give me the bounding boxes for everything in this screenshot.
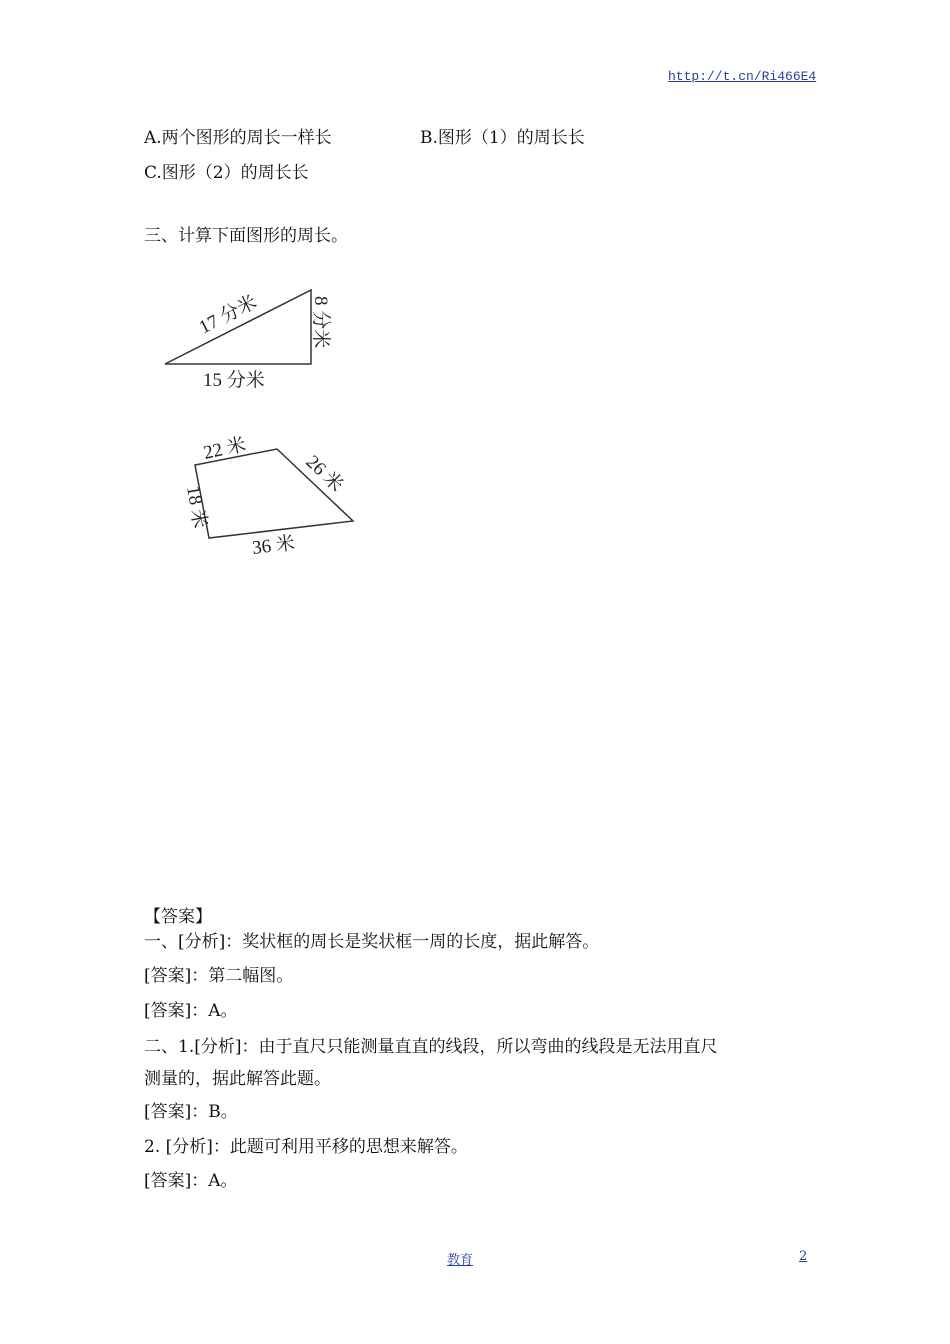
answer-line: 测量的，据此解答此题。 (144, 1069, 331, 1089)
quad-bottom-label: 36 米 (251, 532, 297, 559)
answer-line: [答案]：A。 (144, 1171, 238, 1191)
option-a: A.两个图形的周长一样长 (144, 128, 332, 148)
answer-line: [答案]：B。 (144, 1102, 238, 1122)
answer-line: 2. [分析]：此题可利用平移的思想来解答。 (144, 1137, 468, 1157)
quad-right-label: 26 米 (301, 451, 347, 497)
quad-left-label: 18 米 (182, 484, 211, 530)
quad-top-label: 22 米 (201, 434, 248, 464)
triangle-right-label: 8 分米 (310, 296, 331, 349)
answers-heading: 【答案】 (144, 907, 212, 927)
triangle-base-label: 15 分米 (203, 370, 265, 391)
triangle-figure (155, 282, 355, 394)
option-c: C.图形（2）的周长长 (144, 163, 309, 183)
quadrilateral-figure (165, 425, 365, 565)
footer-link[interactable]: 教育 (447, 1253, 474, 1268)
header-link[interactable]: http://t.cn/Ri466E4 (668, 69, 817, 84)
answer-line: 二、1.[分析]：由于直尺只能测量直直的线段，所以弯曲的线段是无法用直尺 (144, 1037, 718, 1057)
section-3-title: 三、计算下面图形的周长。 (144, 226, 348, 246)
page-number[interactable]: 2 (799, 1249, 808, 1264)
answer-line: [答案]：第二幅图。 (144, 966, 294, 986)
answer-line: 一、[分析]：奖状框的周长是奖状框一周的长度，据此解答。 (144, 932, 600, 952)
option-b: B.图形（1）的周长长 (420, 128, 585, 148)
triangle-hypotenuse-label: 17 分米 (195, 291, 261, 339)
quadrilateral-shape (195, 449, 353, 538)
answer-line: [答案]：A。 (144, 1001, 238, 1021)
